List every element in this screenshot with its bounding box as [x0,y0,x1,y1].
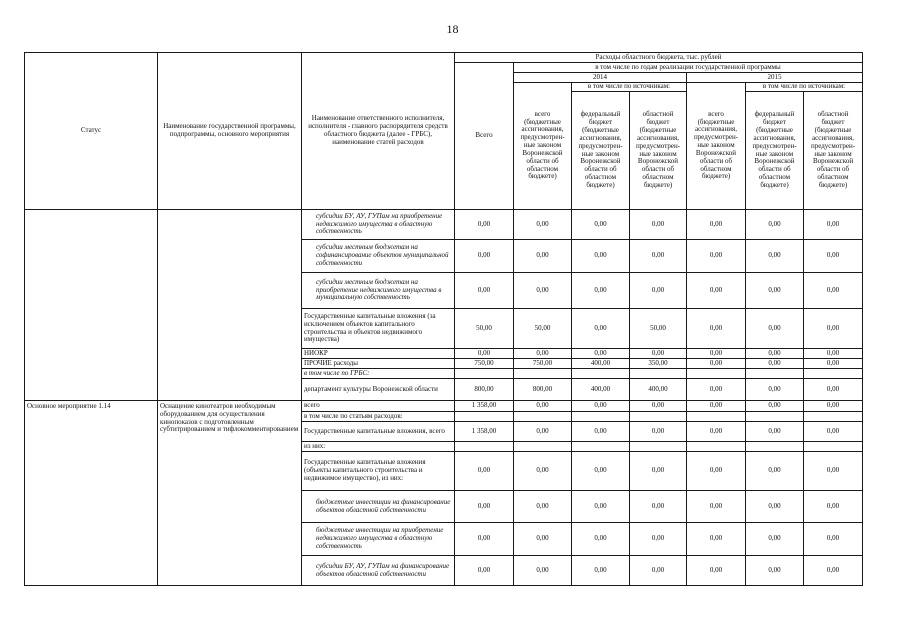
value-2014-regional: 0,00 [630,556,687,586]
value-2015-federal: 0,00 [746,210,804,240]
row-label: Государственные капитальные вложения (за исключением объектов капитального строительства и объектов недвижимого имущества) [302,309,455,349]
value-2014-total: 50,00 [514,309,572,349]
value-total [455,442,514,452]
value-2015-regional: 0,00 [804,273,863,309]
row-label: в том числе по ГРБС: [302,369,455,379]
row-label: департамент культуры Воронежской области [302,379,455,401]
header-year-2014: 2014 [514,73,687,83]
row-label: из них: [302,442,455,452]
value-2015-total: 0,00 [687,422,746,442]
header-by-years: в том числе по годам реализации государственной программы [514,63,863,73]
value-2014-regional: 350,00 [630,359,687,369]
value-total: 750,00 [455,359,514,369]
value-2015-federal: 0,00 [746,401,804,412]
value-2014-regional: 0,00 [630,452,687,491]
value-2014-federal: 0,00 [572,523,630,556]
value-2014-regional: 0,00 [630,523,687,556]
row-label: бюджетные инвестиции на приобретение недвижимого имущества в областную собственность [302,523,455,556]
value-2015-total: 0,00 [687,523,746,556]
header-program-name: Наименование государственной программы, подпрограммы, основного мероприятия [158,53,302,210]
row-label: Государственные капитальные вложения, всего [302,422,455,442]
value-2015-total: 0,00 [687,491,746,523]
header-regional-2014: областной бюджет (бюджетные ассигнования, предусмотрен-ные законом Воронежской области об областном бюджете) [630,92,687,210]
value-2014-total: 750,00 [514,359,572,369]
header-total-budget-2014: всего (бюджетные ассигнования, предусмотрен-ные законом Воронежской области об областном бюджете) [514,83,572,210]
value-2014-regional [630,442,687,452]
value-total: 0,00 [455,349,514,359]
value-total: 0,00 [455,556,514,586]
value-2014-total [514,369,572,379]
value-2015-federal [746,442,804,452]
value-2014-federal [572,442,630,452]
value-total: 0,00 [455,273,514,309]
value-2014-total: 0,00 [514,523,572,556]
value-2015-total: 0,00 [687,309,746,349]
value-total: 50,00 [455,309,514,349]
value-total [455,369,514,379]
value-2015-regional: 0,00 [804,359,863,369]
value-2014-total: 0,00 [514,210,572,240]
value-total [455,412,514,422]
value-2015-federal: 0,00 [746,452,804,491]
value-total: 800,00 [455,379,514,401]
value-2015-regional [804,369,863,379]
value-2015-federal: 0,00 [746,273,804,309]
value-2014-total: 0,00 [514,240,572,273]
header-sources-2015: в том числе по источникам: [746,83,863,92]
value-2015-regional: 0,00 [804,210,863,240]
value-2015-regional: 0,00 [804,401,863,412]
value-2014-regional: 0,00 [630,240,687,273]
value-2014-regional: 0,00 [630,401,687,412]
value-2015-federal: 0,00 [746,359,804,369]
value-2014-federal [572,412,630,422]
value-2015-regional: 0,00 [804,422,863,442]
budget-table-sheet [24,52,863,586]
value-2015-total: 0,00 [687,401,746,412]
value-2015-regional [804,442,863,452]
header-executor-name: Наименование ответственного исполнителя, исполнителя - главного распорядителя средств областного бюджета (далее - ГРБС), наименование статей расходов [302,53,455,210]
row-label: субсидии местным бюджетам на софинансирование объектов муниципальной собственности [302,240,455,273]
value-2015-total: 0,00 [687,556,746,586]
value-2014-regional: 50,00 [630,309,687,349]
value-2014-regional: 0,00 [630,422,687,442]
header-expenses-title: Расходы областного бюджета, тыс. рублей [455,53,863,63]
value-2015-regional: 0,00 [804,379,863,401]
value-2014-regional: 0,00 [630,210,687,240]
value-2015-federal: 0,00 [746,422,804,442]
value-2015-federal [746,412,804,422]
header-year-2015: 2015 [687,73,863,83]
header-federal-2015: федеральный бюджет (бюджетные ассигнования, предусмотрен-ные законом Воронежской области об областном бюджете) [746,92,804,210]
value-2014-regional [630,412,687,422]
row-label: бюджетные инвестиции на финансирование объектов областной собственности [302,491,455,523]
row-label: субсидии местным бюджетам на приобретение недвижимого имущества в муниципальную собственность [302,273,455,309]
value-2015-regional: 0,00 [804,556,863,586]
value-2014-total: 0,00 [514,556,572,586]
value-2014-federal: 400,00 [572,359,630,369]
value-2014-total: 0,00 [514,349,572,359]
value-2014-federal: 400,00 [572,379,630,401]
budget-table [24,52,863,586]
value-2015-regional [804,412,863,422]
value-total: 0,00 [455,210,514,240]
value-2015-federal: 0,00 [746,309,804,349]
value-2015-regional: 0,00 [804,349,863,359]
value-2015-federal: 0,00 [746,240,804,273]
value-2015-federal: 0,00 [746,379,804,401]
page-number: 18 [446,22,459,36]
value-2015-regional: 0,00 [804,523,863,556]
value-2015-total [687,442,746,452]
status-cell-continued [25,210,158,401]
row-label: в том числе по статьям расходов: [302,412,455,422]
value-total: 0,00 [455,240,514,273]
value-total: 1 358,00 [455,422,514,442]
value-2015-total [687,412,746,422]
row-label: всего [302,401,455,412]
row-label: субсидии БУ, АУ, ГУПам на приобретение недвижимого имущества в областную собственность [302,210,455,240]
value-2015-total [687,369,746,379]
value-total: 1 358,00 [455,401,514,412]
value-2014-regional: 400,00 [630,379,687,401]
value-2014-regional: 0,00 [630,491,687,523]
value-2014-total: 0,00 [514,452,572,491]
value-2015-regional: 0,00 [804,240,863,273]
header-total: Всего [455,63,514,210]
value-2015-federal: 0,00 [746,491,804,523]
value-2014-total: 0,00 [514,491,572,523]
value-2014-federal [572,369,630,379]
value-2014-federal: 0,00 [572,556,630,586]
row-label: субсидии БУ, АУ, ГУПам на финансирование объектов областной собственности [302,556,455,586]
value-2015-regional: 0,00 [804,452,863,491]
value-2015-federal: 0,00 [746,349,804,359]
value-2015-total: 0,00 [687,273,746,309]
value-2014-regional [630,369,687,379]
value-total: 0,00 [455,491,514,523]
value-2014-federal: 0,00 [572,240,630,273]
value-2015-total: 0,00 [687,349,746,359]
row-label: ПРОЧИЕ расходы [302,359,455,369]
header-status: Статус [25,53,158,210]
value-2015-regional: 0,00 [804,491,863,523]
value-2015-total: 0,00 [687,359,746,369]
value-2014-total: 0,00 [514,273,572,309]
value-2014-federal: 0,00 [572,349,630,359]
header-federal-2014: федеральный бюджет (бюджетные ассигнования, предусмотрен-ные законом Воронежской области об областном бюджете) [572,92,630,210]
header-sources-2014: в том числе по источникам: [572,83,687,92]
header-total-budget-2015: всего (бюджетные ассигнования, предусмотрен-ные законом Воронежской области об областном бюджете) [687,83,746,210]
value-2014-regional: 0,00 [630,349,687,359]
value-2014-federal: 0,00 [572,273,630,309]
value-2014-total [514,442,572,452]
row-label: НИОКР [302,349,455,359]
value-2015-total: 0,00 [687,379,746,401]
value-total: 0,00 [455,523,514,556]
header-regional-2015: областной бюджет (бюджетные ассигнования, предусмотрен-ные законом Воронежской области об областном бюджете) [804,92,863,210]
value-total: 0,00 [455,452,514,491]
value-2014-federal: 0,00 [572,452,630,491]
value-2014-total [514,412,572,422]
value-2015-federal: 0,00 [746,523,804,556]
value-2014-total: 0,00 [514,401,572,412]
value-2014-federal: 0,00 [572,422,630,442]
value-2014-total: 0,00 [514,422,572,442]
value-2014-federal: 0,00 [572,210,630,240]
measure-name: Оснащение кинотеатров необходимым оборудованием для осуществления кинопоказов с подготовленным субтитрированием и тифлокомментированием [158,401,302,586]
value-2015-federal: 0,00 [746,556,804,586]
value-2014-federal: 0,00 [572,401,630,412]
measure-status: Основное мероприятие 1.14 [25,401,158,586]
value-2015-total: 0,00 [687,210,746,240]
value-2014-total: 800,00 [514,379,572,401]
value-2015-total: 0,00 [687,452,746,491]
value-2015-regional: 0,00 [804,309,863,349]
program-cell-continued [158,210,302,401]
value-2015-total: 0,00 [687,240,746,273]
value-2015-federal [746,369,804,379]
value-2014-federal: 0,00 [572,309,630,349]
row-label: Государственные капитальные вложения (объекты капитального строительства и недвижимое имущество), из них: [302,452,455,491]
value-2014-regional: 0,00 [630,273,687,309]
value-2014-federal: 0,00 [572,491,630,523]
